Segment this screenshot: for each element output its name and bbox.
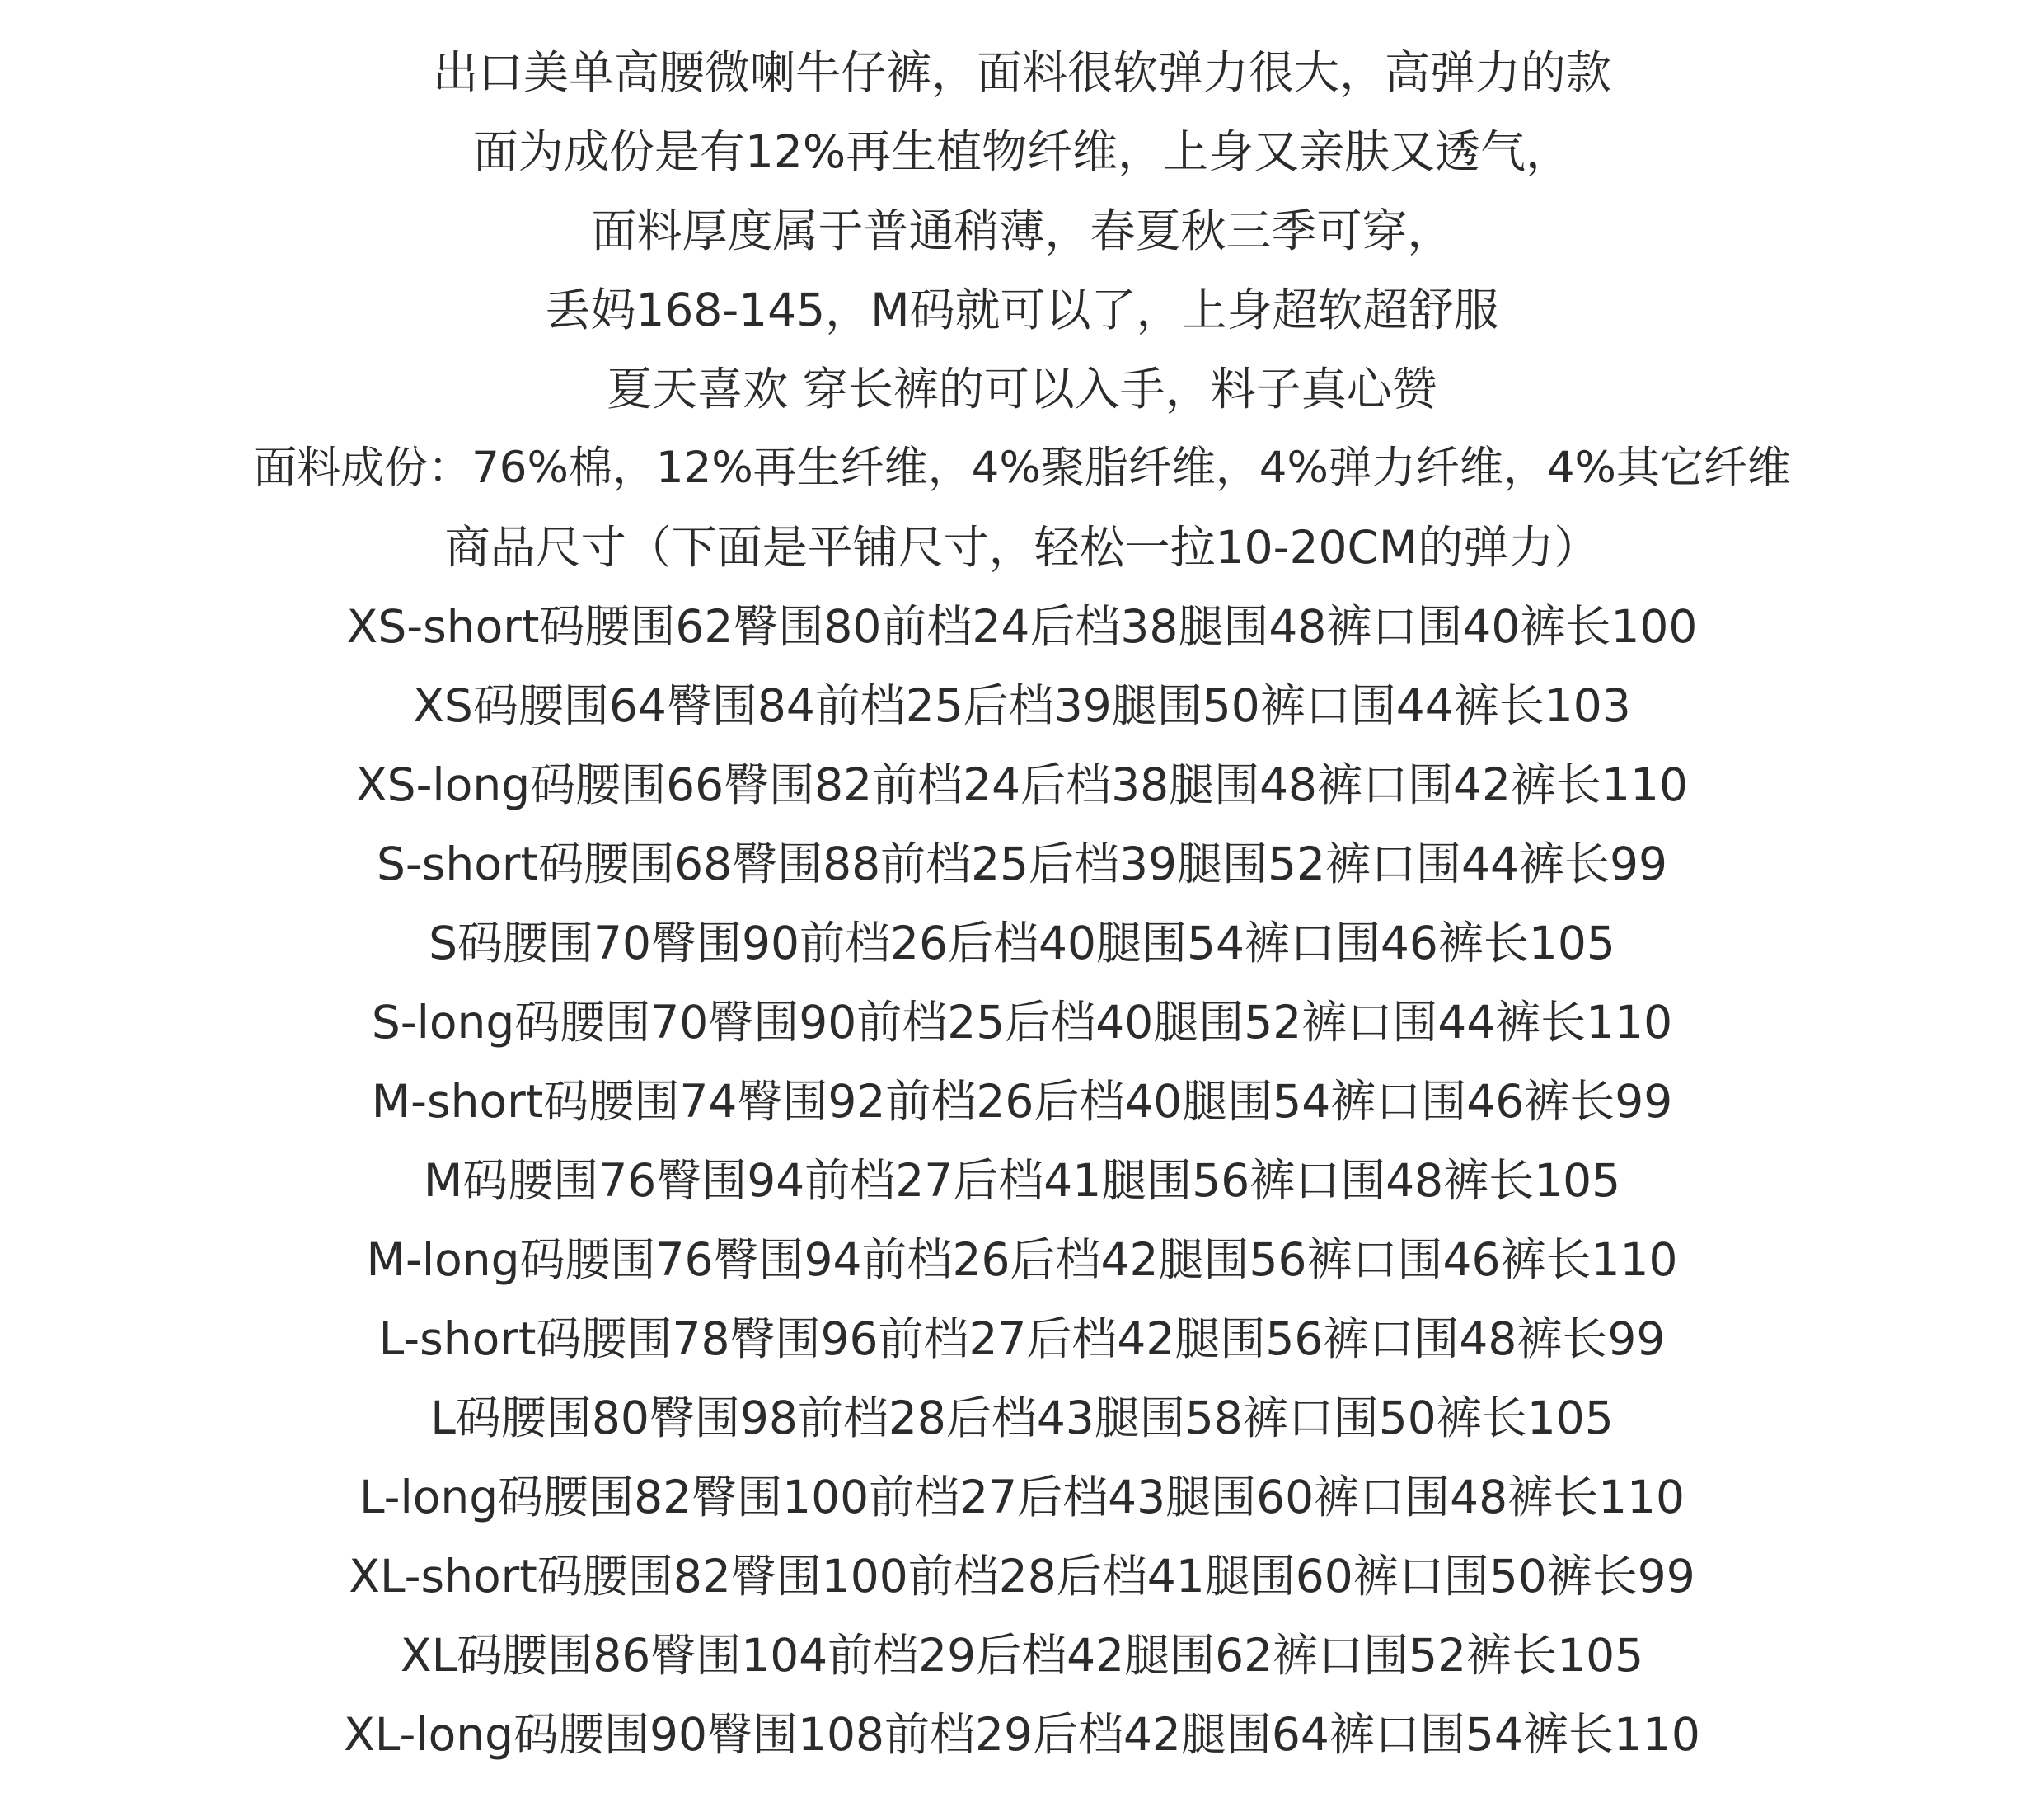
description-line-thickness: 面料厚度属于普通稍薄，春夏秋三季可穿，: [591, 204, 1453, 257]
size-row-m-short: M-short码腰围74臀围92前档26后档40腿围54裤口围46裤长99: [371, 1075, 1673, 1128]
size-row-s-long: S-long码腰围70臀围90前档25后档40腿围52裤口围44裤长110: [371, 996, 1673, 1049]
description-line-fit: 丢妈168-145，M码就可以了，上身超软超舒服: [545, 284, 1499, 336]
size-row-xs-short: XS-short码腰围62臀围80前档24后档38腿围48裤口围40裤长100: [346, 600, 1698, 653]
size-row-xs-long: XS-long码腰围66臀围82前档24后档38腿围48裤口围42裤长110: [355, 758, 1689, 811]
size-row-xl-short: XL-short码腰围82臀围100前档28后档41腿围60裤口围50裤长99: [349, 1550, 1695, 1603]
size-row-l-long: L-long码腰围82臀围100前档27后档43腿围60裤口围48裤长110: [359, 1471, 1685, 1523]
size-row-m-long: M-long码腰围76臀围94前档26后档42腿围56裤口围46裤长110: [366, 1233, 1678, 1286]
size-row-xl-long: XL-long码腰围90臀围108前档29后档42腿围64裤口围54裤长110: [344, 1708, 1700, 1761]
fabric-composition-line: 面料成份：76%棉，12%再生纤维，4%聚脂纤维，4%弹力纤维，4%其它纤维: [253, 443, 1791, 493]
size-row-s: S码腰围70臀围90前档26后档40腿围54裤口围46裤长105: [429, 917, 1615, 969]
size-row-l: L码腰围80臀围98前档28后档43腿围58裤口围50裤长105: [430, 1392, 1614, 1444]
size-row-s-short: S-short码腰围68臀围88前档25后档39腿围52裤口围44裤长99: [377, 838, 1667, 890]
description-text-block: [0, 33, 2044, 1774]
size-heading: 商品尺寸（下面是平铺尺寸，轻松一拉10-20CM的弹力）: [444, 521, 1600, 574]
size-row-m: M码腰围76臀围94前档27后档41腿围56裤口围48裤长105: [423, 1154, 1621, 1207]
size-row-xs: XS码腰围64臀围84前档25后档39腿围50裤口围44裤长103: [413, 679, 1631, 732]
size-row-xl: XL码腰围86臀围104前档29后档42腿围62裤口围52裤长105: [400, 1629, 1644, 1682]
size-row-l-short: L-short码腰围78臀围96前档27后档42腿围56裤口围48裤长99: [378, 1312, 1666, 1365]
description-line-summer: 夏天喜欢 穿长裤的可以入手，料子真心赞: [607, 363, 1437, 415]
description-line-material: 面为成份是有12%再生植物纤维，上身又亲肤又透气，: [472, 125, 1572, 178]
description-line-title: 出口美单高腰微喇牛仔裤，面料很软弹力很大，高弹力的款: [432, 46, 1611, 99]
